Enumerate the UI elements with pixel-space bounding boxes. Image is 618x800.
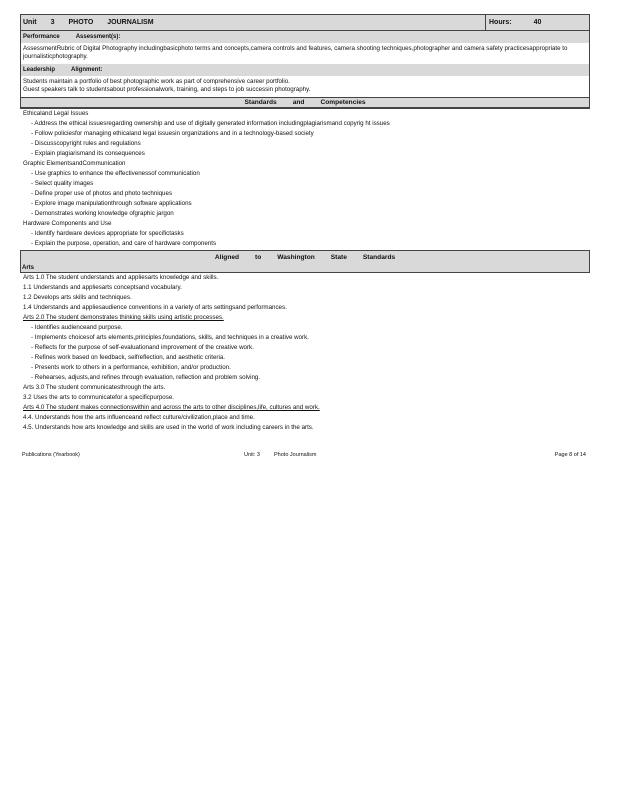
aligned-title-3: Washington (277, 253, 315, 261)
footer-unit: Unit: 3 (244, 452, 260, 458)
standards-list (20, 109, 590, 249)
arts-standard-line: - Rehearses, adjusts,and refines through evaluation, reflection and problem solving. (31, 374, 261, 381)
hours-cell (485, 15, 589, 30)
standards-title-3: Competencies (320, 99, 366, 106)
standards-category: Hardware Components and Use (23, 220, 112, 227)
aligned-title-4: State (330, 253, 347, 261)
curriculum-page (20, 14, 590, 433)
alignment-label: Alignment: (71, 67, 103, 73)
leadership-label: Leadership (23, 67, 56, 73)
unit-title-row (21, 15, 589, 31)
standards-item: - Select quality images (31, 180, 94, 187)
footer-course: Publications (Yearbook) (22, 452, 80, 458)
aligned-title-5: Standards (362, 253, 396, 261)
arts-standard-line: - Identifies audienceand purpose. (31, 324, 123, 331)
arts-standard-line: 1.1 Understands and appliesarts conceptsand vocabulary. (23, 284, 182, 291)
standards-item: - Follow policiesfor managing ethicaland legal issuesin organizations and in a technology-based society (31, 130, 314, 137)
page-footer (22, 452, 586, 458)
arts-standard-line: Arts 1.0 The student understands and appliesarts knowledge and skills. (23, 274, 219, 281)
unit-number: 3 (50, 19, 55, 26)
hours-value: 40 (533, 19, 542, 26)
standards-item: - Discusscopyright rules and regulations (31, 140, 141, 147)
standards-title-2: and (292, 99, 305, 106)
assessment-label: Assessment(s): (75, 34, 121, 40)
aligned-header (21, 251, 589, 263)
performance-label-row (21, 31, 589, 43)
arts-standard-line: 4.5. Understands how arts knowledge and skills are used in the world of work including careers in the arts. (23, 424, 314, 431)
standards-item: - Explain plagiarismand its consequences (31, 150, 145, 157)
standards-item: - Demonstrates working knowledge ofgraphic jargon (31, 210, 174, 217)
standards-header (21, 97, 589, 108)
standards-item: - Explain the purpose, operation, and care of hardware components (31, 240, 217, 247)
standards-item: - Identify hardware devices appropriate for specifictasks (31, 230, 184, 237)
standards-item: - Use graphics to enhance the effectivenessof communication (31, 170, 200, 177)
arts-subheader: Arts (21, 263, 589, 272)
arts-standard-line: - Presents work to others in a performance, exhibition, and/or production. (31, 364, 231, 371)
arts-standard-line: Arts 4.0 The student makes connectionswithin and across the arts to other disciplines,life, cultures and work. (23, 404, 320, 411)
arts-standard-line: - Reflects for the purpose of self-evaluationand improvement of the creative work. (31, 344, 254, 351)
aligned-title-2: to (255, 253, 262, 261)
arts-standard-line: 3.2 Uses the arts to communicatefor a specificpurpose. (23, 394, 174, 401)
footer-page-number: Page 8 of 14 (554, 452, 586, 458)
arts-standard-line: 1.2 Develops arts skills and techniques. (23, 294, 132, 301)
performance-label: Performance (23, 34, 60, 40)
arts-standards-list (20, 273, 590, 433)
standards-item: - Address the ethical issuesregarding ownership and use of digitally generated information includingplagiarismand copyrig ht issues (31, 120, 390, 127)
arts-standard-line: - Implements choicesof arts elements,principles,foundations, skills, and techniques in a creative work. (31, 334, 309, 341)
unit-label: Unit (23, 19, 37, 26)
arts-standard-line: Arts 2.0 The student demonstrates thinking skills using artistic processes. (23, 314, 224, 321)
standards-category: Graphic ElementsandCommunication (23, 160, 126, 167)
leadership-text (21, 76, 589, 97)
unit-name-word2: JOURNALISM (107, 19, 154, 26)
performance-text: AssessmentRubric of Digital Photography includingbasicphoto terms and concepts,camera controls and features, camera shooting techniques,photographer and camera safety practicesappropriate to journalisticphotography. (23, 45, 568, 60)
aligned-standards-box (20, 250, 590, 273)
leadership-line-2: Guest speakers talk to studentsabout professionalwork, training, and steps to job successin photography. (23, 86, 311, 93)
standards-title-1: Standards (244, 99, 277, 106)
arts-standard-line: Arts 3.0 The student communicatesthrough the arts. (23, 384, 166, 391)
standards-category: Ethicaland Legal Issues (23, 110, 89, 117)
unit-header-box (20, 14, 590, 109)
leadership-line-1: Students maintain a portfolio of best photographic work as part of comprehensive career portfolio. (23, 78, 290, 85)
leadership-label-row (21, 64, 589, 76)
unit-title (21, 15, 485, 30)
standards-item: - Define proper use of photos and photo techniques (31, 190, 173, 197)
arts-standard-line: - Refines work based on feedback, selfreflection, and aesthetic criteria. (31, 354, 225, 361)
hours-label: Hours: (489, 19, 512, 26)
arts-standard-line: 1.4 Understands and appliesaudience conventions in a variety of arts settingsand performances. (23, 304, 287, 311)
footer-unit-title: Photo Journalism (274, 452, 317, 458)
aligned-title-1: Aligned (214, 253, 240, 261)
unit-name-word1: PHOTO (68, 19, 94, 26)
arts-standard-line: 4.4. Understands how the arts influenceand reflect culture/civilization,place and time. (23, 414, 255, 421)
standards-item: - Explore image manipulationthrough software applications (31, 200, 192, 207)
